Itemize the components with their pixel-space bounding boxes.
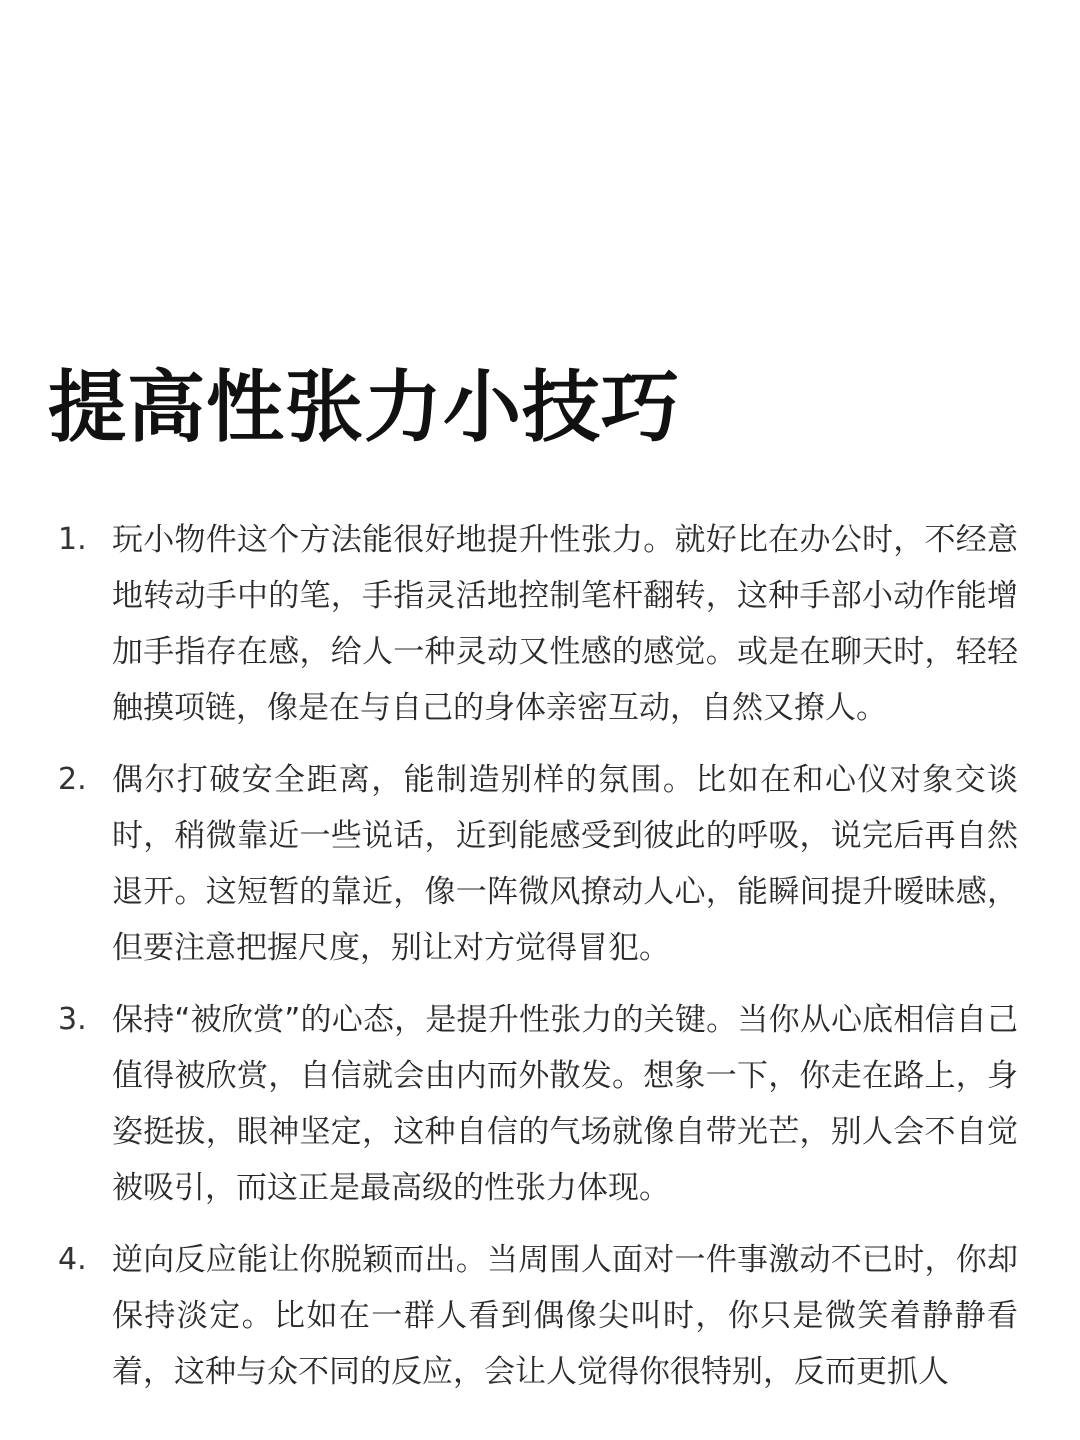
- item-number: 3.: [58, 1002, 87, 1037]
- tips-list: [58, 512, 1018, 1416]
- list-item: [58, 512, 1018, 736]
- item-text: 逆向反应能让你脱颖而出。当周围人面对一件事激动不已时，你却保持淡定。比如在一群人看到偶像尖叫时，你只是微笑着静静看着，这种与众不同的反应，会让人觉得你很特别，反而更抓人: [112, 1242, 1018, 1390]
- item-text: 玩小物件这个方法能很好地提升性张力。就好比在办公时，不经意地转动手中的笔，手指灵活地控制笔杆翻转，这种手部小动作能增加手指存在感，给人一种灵动又性感的感觉。或是在聊天时，轻轻触摸项链，像是在与自己的身体亲密互动，自然又撩人。: [112, 522, 1018, 726]
- item-number: 1.: [58, 522, 87, 557]
- list-item: [58, 752, 1018, 976]
- item-number: 2.: [58, 762, 87, 797]
- list-item: [58, 1232, 1018, 1400]
- item-text: 偶尔打破安全距离，能制造别样的氛围。比如在和心仪对象交谈时，稍微靠近一些说话，近到能感受到彼此的呼吸，说完后再自然退开。这短暂的靠近，像一阵微风撩动人心，能瞬间提升暧昧感，但要注意把握尺度，别让对方觉得冒犯。: [112, 762, 1018, 966]
- list-item: [58, 992, 1018, 1216]
- item-number: 4.: [58, 1242, 87, 1277]
- page-title: 提高性张力小技巧: [48, 363, 681, 453]
- item-text: 保持“被欣赏”的心态，是提升性张力的关键。当你从心底相信自己值得被欣赏，自信就会由内而外散发。想象一下，你走在路上，身姿挺拔，眼神坚定，这种自信的气场就像自带光芒，别人会不自觉被吸引，而这正是最高级的性张力体现。: [112, 1002, 1018, 1206]
